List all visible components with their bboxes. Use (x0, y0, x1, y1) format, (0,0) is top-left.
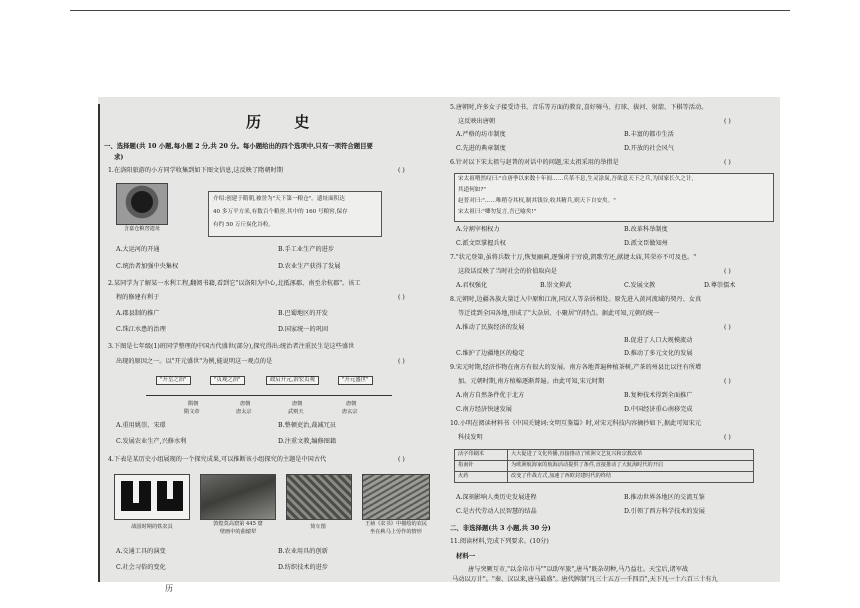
table-cell: 大大促进了文化传播,直接推动了欧洲文艺复兴和宗教改革 (508, 450, 754, 461)
q8-option-b[interactable]: B.促进了人口大规模流动 (624, 337, 693, 344)
q7-stem-line2: 这段话反映了当时社会的价值取向是 (458, 268, 557, 275)
q4-caption-tongche: 筒车图 (310, 524, 326, 530)
q10-option-b[interactable]: B.推动世界各地区的交流互鉴 (624, 494, 705, 501)
q8-answer-paren: ( ) (724, 324, 731, 331)
table-row (455, 450, 754, 461)
q6-box-line: 赵普对曰:"……唯稍夺其权,制其钱谷,收其精兵,则天下自安矣。" (458, 198, 616, 204)
q4-option-d[interactable]: D.纺织技术的进步 (278, 564, 329, 571)
q4-caption-yangma-2: 坐在秧马上劳作的情形 (370, 529, 422, 535)
q4-option-b[interactable]: B.农业用具的创新 (278, 548, 328, 555)
timeline-label-tang-2: 唐朝 (292, 401, 303, 407)
q1-answer-paren: ( ) (398, 167, 405, 174)
table-cell: 指南针 (455, 461, 508, 472)
q3-option-b[interactable]: B.整顿吏治,裁减冗员 (278, 422, 336, 429)
q9-option-d[interactable]: D.中国经济重心南移完成 (624, 406, 693, 413)
q8-option-a[interactable]: A.推动了民族经济的发展 (456, 324, 525, 331)
q1-image-caption: 含嘉仓粮窖遗址 (123, 226, 161, 232)
q6-option-b[interactable]: B.改革科举制度 (624, 226, 668, 233)
q11-material-line2: 马动以万计"。"秦、汉以来,唐马最盛"。唐代牌制"凡三十五万一千四百",天下凡一十六百三十有九 (452, 576, 718, 582)
timeline-label-tang-taizong: 唐太宗 (236, 409, 252, 415)
q4-option-c[interactable]: C.社会习俗的变化 (116, 564, 166, 571)
table-row (455, 461, 754, 472)
q9-option-c[interactable]: C.南方经济快速发展 (456, 406, 512, 413)
q9-answer-paren: ( ) (724, 378, 731, 385)
tongche-image (286, 474, 352, 520)
granary-pit-image (116, 183, 168, 225)
q7-stem-line1: 7."状元登第,虽将兵数十万,恢复幽蓟,逐强虏于穷漠,凯歌劳还,献捷太庙,其荣亦不可及也。" (450, 254, 697, 261)
q6-answer-paren: ( ) (724, 159, 731, 166)
q10-stem-line2: 科技发明 (458, 434, 483, 441)
q1-info-box (208, 191, 382, 237)
q3-option-a[interactable]: A.重用姚崇、宋璟 (116, 422, 166, 429)
q6-box-line: 宋太祖喟然叹曰:"自唐季以来数十年间……兵革不息,生灵涂炭,吾欲息天下之兵,为国家长久之计, (458, 176, 694, 182)
q5-option-b[interactable]: B.丰富的都市生活 (624, 131, 674, 138)
q5-stem-line1: 5.唐朝时,许多女子接受诗书、音乐等方面的教育,喜好骑马、打球、拔河、射箭、下棋等活动。 (450, 104, 708, 111)
table-cell: 火药 (455, 472, 508, 483)
q3-answer-paren: ( ) (398, 358, 405, 365)
q5-answer-paren: ( ) (724, 118, 731, 125)
q2-option-c[interactable]: C.珠江水患的治理 (116, 326, 166, 333)
q4-caption-iron-tools: 战国时期的铁农具 (131, 524, 173, 530)
timeline-box-zhenguan: "贞观之治" (210, 376, 245, 385)
q10-stem-line1: 10.小明在阅读材料书《中国关键词:文明互鉴篇》时,对宋元科技内容摘抄如下,据此可知宋元 (450, 420, 701, 427)
q4-caption-mogao-1: 敦煌莫高窟第 445 窟 (213, 521, 263, 527)
table-cell: 改变了作战方式,加速了西欧封建时代的终结 (508, 472, 754, 483)
q6-option-d[interactable]: D.派文臣做知州 (624, 240, 668, 247)
q4-caption-yangma-1: 王祯《农书》中描绘的农民 (364, 521, 428, 527)
iron-tools-drawing (115, 475, 189, 519)
q9-stem-line1: 9.宋元时期,经济作物在南方有很大的发展。南方各地普遍种植茶树,产茶的州县比以往有所增 (450, 364, 702, 371)
table-row (455, 472, 754, 483)
q10-option-c[interactable]: C.是古代劳动人民智慧的结晶 (456, 508, 537, 515)
q2-answer-paren: ( ) (398, 294, 405, 301)
timeline-label-tang-1: 唐朝 (240, 401, 251, 407)
subject-title: 历 史 (246, 113, 324, 131)
q7-option-c[interactable]: C.发展文教 (624, 282, 656, 289)
q3-stem-line1: 3.下图是七年级(1)班同学整理的中国古代盛世(部分),探究得出:统治者注重民生是这些盛世 (108, 343, 355, 350)
timeline-label-sui-wendi: 隋文帝 (184, 409, 200, 415)
q10-option-a[interactable]: A.深刻影响人类历史发展进程 (456, 494, 537, 501)
q9-option-a[interactable]: A.南方自然条件优于北方 (456, 392, 525, 399)
q8-option-c[interactable]: C.维护了边疆地区的稳定 (456, 350, 525, 357)
q11-stem: 11.阅读材料,完成下列要求。(10分) (450, 538, 549, 545)
table-cell: 活字印刷术 (455, 450, 508, 461)
q7-option-b[interactable]: B.崇文抑武 (540, 282, 572, 289)
q3-option-c[interactable]: C.发展农业生产,兴修水利 (116, 438, 187, 445)
q10-answer-paren: ( ) (724, 434, 731, 441)
q3-option-d[interactable]: D.注重文教,编修图籍 (278, 438, 337, 445)
q6-option-c[interactable]: C.派文臣掌握兵权 (456, 240, 506, 247)
q10-option-d[interactable]: D.引领了西方科学技术的发展 (624, 508, 705, 515)
q2-stem-line2: 程的修建有利于 (116, 294, 160, 301)
q5-stem-line2: 这反映出唐朝 (458, 118, 496, 125)
q4-answer-paren: ( ) (398, 456, 405, 463)
q8-stem-line1: 8.元朝时,边疆各族大量迁入中原和江南,同汉人等杂居相处。原先进入黄河流域的契丹、女真 (450, 296, 702, 303)
q10-tech-table (454, 449, 754, 483)
q4-caption-mogao-2: 壁画中的曲辕犁 (219, 529, 257, 535)
q2-option-d[interactable]: D.国家统一的巩固 (278, 326, 329, 333)
q2-stem-line1: 2.某同学为了解某一水利工程,翻阅书籍,看到它"以洛阳为中心,北抵涿郡、南至余杭郡"。该工 (108, 280, 361, 287)
q4-stem: 4.下表是某历史小组展现的一个探究成果,可以推断该小组探究的主题是中国古代 (108, 456, 327, 463)
q7-answer-paren: ( ) (724, 268, 731, 275)
q6-box-line: 其道何如?" (458, 187, 486, 193)
q6-option-a[interactable]: A.分割宰相权力 (456, 226, 500, 233)
timeline-box-kaiyuan: "开元盛世" (338, 376, 373, 385)
q11-material-line1: 唐与突厥互市,"以金帛市马""以助军旅",唐马"既杂胡种,马乃益壮。天宝后,诸军战 (468, 566, 689, 573)
timeline-label-sui-dynasty: 隋朝 (188, 401, 199, 407)
q9-option-b[interactable]: B.复种技术得到全面推广 (624, 392, 693, 399)
q1-option-a[interactable]: A.大运河的开通 (116, 246, 160, 253)
q6-dialogue-box (454, 173, 774, 222)
q7-option-a[interactable]: A.君权强化 (456, 282, 488, 289)
page-top-rule (70, 10, 790, 11)
q1-box-line: 有约 50 万斤炭化谷粒。 (213, 222, 275, 228)
timeline-box-wuzetian: 政启开元,治宏贞观 (266, 376, 319, 385)
q7-option-d[interactable]: D.尊崇儒术 (704, 282, 736, 289)
q8-option-d[interactable]: D.推动了多元文化的发展 (624, 350, 693, 357)
mogao-plough-mural-image (200, 474, 276, 520)
exam-paper-scan (98, 97, 780, 582)
q1-option-c[interactable]: C.统治者加强中央集权 (116, 263, 179, 270)
iron-farm-tools-image (114, 474, 190, 520)
timeline-box-kaihuang: "开皇之治" (156, 376, 191, 385)
timeline-label-tang-3: 唐朝 (346, 401, 357, 407)
section1-heading-line2: 求) (114, 153, 124, 161)
q6-box-line: 宋太祖曰:"卿勿复言,吾已喻矣!" (458, 209, 537, 215)
q8-stem-line2: 等迁徙到全国各地,形成了"大杂居、小聚居"的特点。据此可知,元朝的统一 (458, 310, 660, 317)
q2-option-a[interactable]: A.郡县制的推广 (116, 310, 160, 317)
section2-heading: 二、非选择题(共 3 小题,共 30 分) (450, 524, 551, 532)
q5-option-c[interactable]: C.先进的典章制度 (456, 145, 506, 152)
q11-material-label: 材料一 (456, 552, 476, 560)
timeline-label-wuzetian: 武则天 (288, 409, 304, 415)
q5-option-a[interactable]: A.严格的坊市制度 (456, 131, 506, 138)
q2-option-b[interactable]: B.巴蜀地区的开发 (278, 310, 328, 317)
q1-option-b[interactable]: B.手工业生产的进步 (278, 246, 335, 253)
q1-stem: 1.在洛阳旅游的小方同学收集到如下图文信息,这反映了隋朝时期 (108, 167, 283, 174)
q4-option-a[interactable]: A.交通工具的演变 (116, 548, 166, 555)
q6-stem: 6.针对以下宋太祖与赵普的对话中的问题,宋太祖采用的举措是 (450, 159, 619, 166)
table-cell: 为欧洲航海家的航海活动提供了条件,直接推动了大航海时代的开启 (508, 461, 754, 472)
q1-option-d[interactable]: D.农业生产获得了发展 (278, 263, 341, 270)
yangma-image (362, 474, 430, 520)
q9-stem-line2: 加。元朝时期,南方植棉逐渐普遍。由此可知,宋元时期 (458, 378, 605, 385)
page-footer: 历 (165, 584, 173, 593)
q5-option-d[interactable]: D.开放的社会风气 (624, 145, 675, 152)
q3-stem-line2: 出现的原因之一。以"开元盛世"为例,能说明这一观点的是 (116, 358, 273, 365)
q1-box-line: 介绍:创建于隋朝,被誉为"天下第一粮仓"。遗址面积达 (213, 196, 345, 202)
q1-box-line: 40 多万平方米,有数百个粮窖,其中的 160 号粮窖,保存 (213, 209, 348, 215)
timeline-label-xuanzong: 唐玄宗 (342, 409, 358, 415)
page-left-margin-rule (98, 104, 100, 582)
section1-heading-line1: 一、选择题(共 10 小题,每小题 2 分,共 20 分。每小题给出的四个选项中,只有一项符合题目要 (104, 142, 373, 150)
timeline-axis (146, 395, 392, 396)
